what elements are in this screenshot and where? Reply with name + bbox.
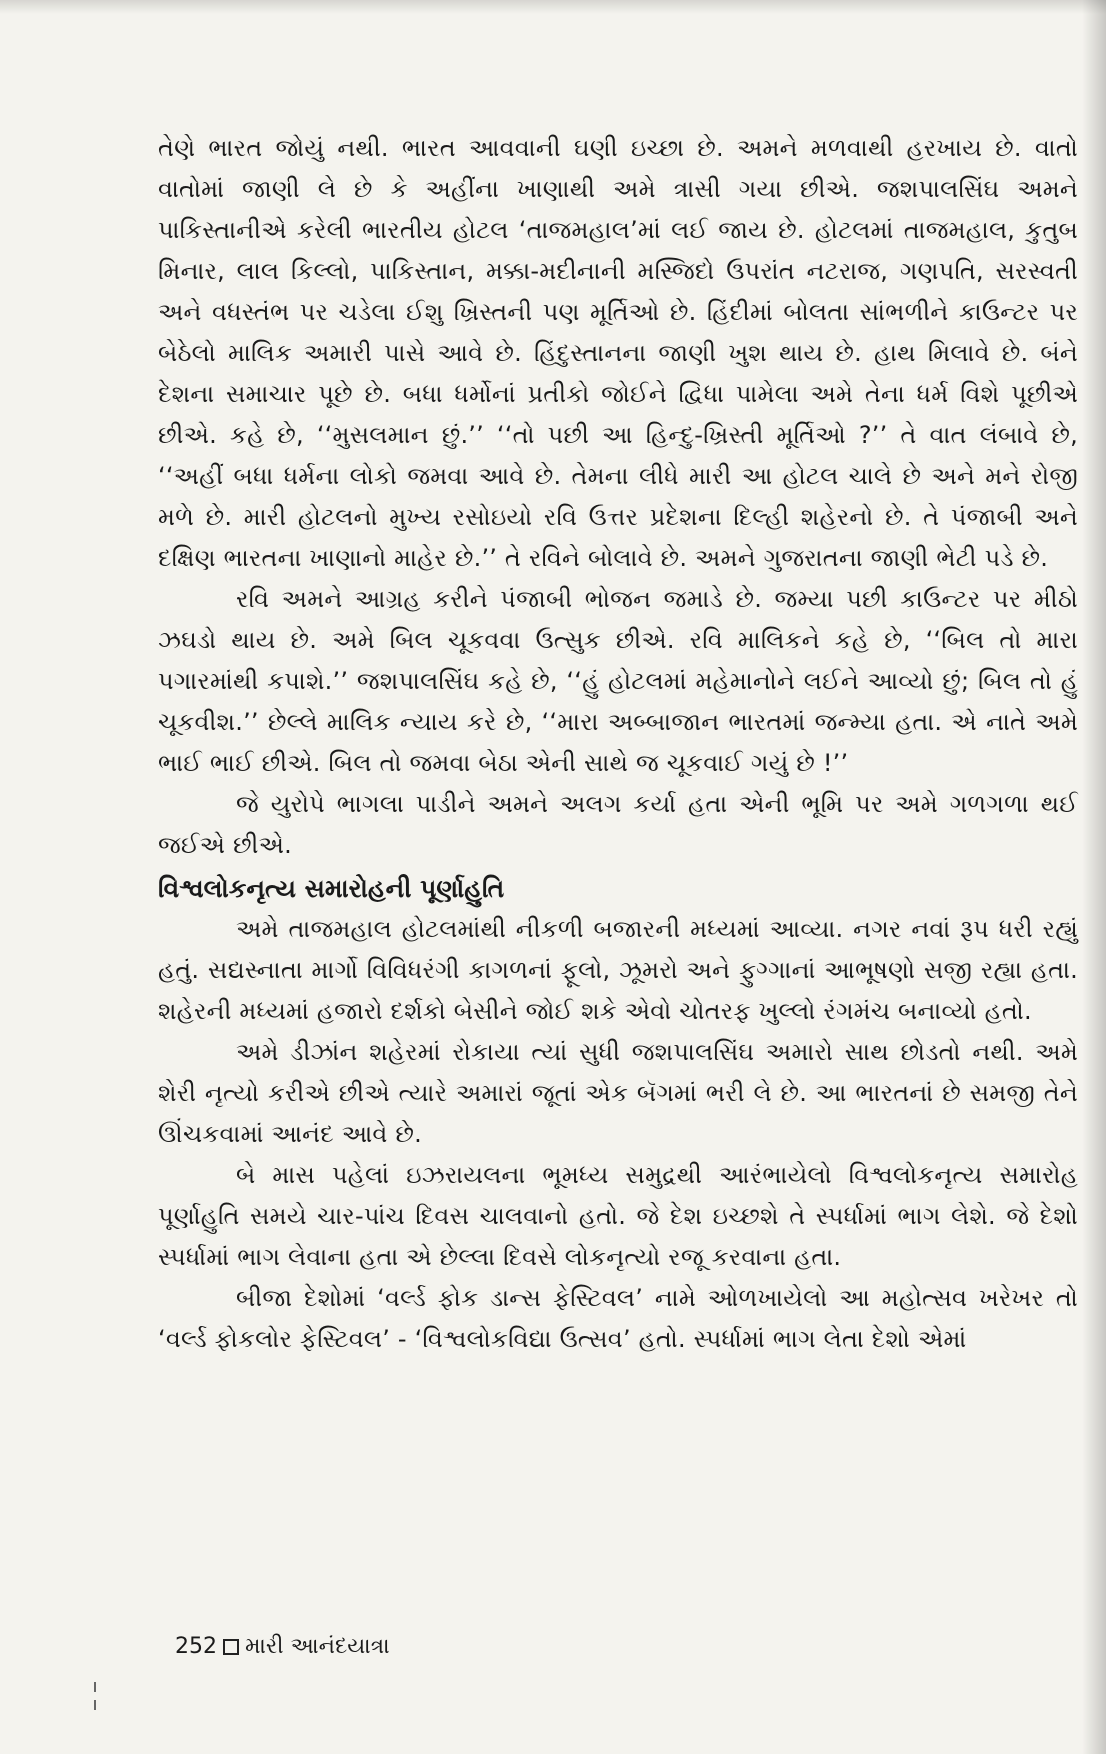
square-separator-icon <box>223 1639 239 1655</box>
page-edge-shadow <box>1082 0 1106 1754</box>
margin-mark <box>94 1700 96 1710</box>
page-footer <box>175 1632 390 1662</box>
section-heading: વિશ્વલોકનૃત્ય સમારોહની પૂર્ણાહુતિ <box>158 874 505 903</box>
paragraph-3: જે યુરોપે ભાગલા પાડીને અમને અલગ કર્યા હતા એની ભૂમિ પર અમે ગળગળા થઈ જઈએ છીએ. <box>158 790 1078 859</box>
paragraph-6: બે માસ પહેલાં ઇઝરાયલના ભૂમધ્ય સમુદ્રથી આરંભાયેલો વિશ્વલોકનૃત્ય સમારોહ પૂર્ણાહુતિ સમયે ચાર-પાંચ દિવસ ચાલવાનો હતો. જે દેશ ઇચ્છશે તે સ્પર્ધામાં ભાગ લેશે. જે દેશો સ્પર્ધામાં ભાગ લેવાના હતા એ છેલ્લા દિવસે લોકનૃત્યો રજૂ કરવાના હતા. <box>158 1161 1078 1271</box>
paragraph-1: તેણે ભારત જોયું નથી. ભારત આવવાની ઘણી ઇચ્છા છે. અમને મળવાથી હરખાય છે. વાતો વાતોમાં જાણી લે છે કે અહીંના ખાણાથી અમે ત્રાસી ગયા છીએ. જશપાલસિંઘ અમને પાકિસ્તાનીએ કરેલી ભારતીય હોટલ ‘તાજમહાલ’માં લઈ જાય છે. હોટલમાં તાજમહાલ, કુતુબ મિનાર, લાલ કિલ્લો, પાકિસ્તાન, મક્કા-મદીનાની મસ્જિદો ઉપરાંત નટરાજ, ગણપતિ, સરસ્વતી અને વધસ્તંભ પર ચડેલા ઈશુ ખ્રિસ્તની પણ મૂર્તિઓ છે. હિંદીમાં બોલતા સાંભળીને કાઉન્ટર પર બેઠેલો માલિક અમારી પાસે આવે છે. હિંદુસ્તાનના જાણી ખુશ થાય છે. હાથ મિલાવે છે. બંને દેશના સમાચાર પૂછે છે. બધા ધર્મોનાં પ્રતીકો જોઈને દ્વિધા પામેલા અમે તેના ધર્મ વિશે પૂછીએ છીએ. કહે છે, ‘‘મુસલમાન છું.’’ ‘‘તો પછી આ હિન્દુ-ખ્રિસ્તી મૂર્તિઓ ?’’ તે વાત લંબાવે છે, ‘‘અહીં બધા ધર્મના લોકો જમવા આવે છે. તેમના લીધે મારી આ હોટલ ચાલે છે અને મને રોજી મળે છે. મારી હોટલનો મુખ્ય રસોઇયો રવિ ઉત્તર પ્રદેશના દિલ્હી શહેરનો છે. તે પંજાબી અને દક્ષિણ ભારતના ખાણાનો માહેર છે.’’ તે રવિને બોલાવે છે. અમને ગુજરાતના જાણી ભેટી પડે છે. <box>158 134 1078 572</box>
page-body <box>158 128 1078 1360</box>
paragraph-2: રવિ અમને આગ્રહ કરીને પંજાબી ભોજન જમાડે છે. જમ્યા પછી કાઉન્ટર પર મીઠો ઝઘડો થાય છે. અમે બિલ ચૂકવવા ઉત્સુક છીએ. રવિ માલિકને કહે છે, ‘‘બિલ તો મારા પગારમાંથી કપાશે.’’ જશપાલસિંઘ કહે છે, ‘‘હું હોટલમાં મહેમાનોને લઈને આવ્યો છું; બિલ તો હું ચૂકવીશ.’’ છેલ્લે માલિક ન્યાય કરે છે, ‘‘મારા અબ્બાજાન ભારતમાં જન્મ્યા હતા. એ નાતે અમે ભાઈ ભાઈ છીએ. બિલ તો જમવા બેઠા એની સાથે જ ચૂકવાઈ ગયું છે !’’ <box>158 585 1078 777</box>
paragraph-5: અમે ડીઝાંન શહેરમાં રોકાયા ત્યાં સુધી જશપાલસિંઘ અમારો સાથ છોડતો નથી. અમે શેરી નૃત્યો કરીએ છીએ ત્યારે અમારાં જૂતાં એક બૅગમાં ભરી લે છે. આ ભારતનાં છે સમજી તેને ઊંચકવામાં આનંદ આવે છે. <box>158 1038 1078 1148</box>
book-title: મારી આનંદયાત્રા <box>245 1634 390 1659</box>
page-number: 252 <box>175 1634 217 1659</box>
margin-mark <box>94 1682 96 1692</box>
paragraph-7: બીજા દેશોમાં ‘વર્લ્ડ ફોક ડાન્સ ફેસ્ટિવલ’ નામે ઓળખાયેલો આ મહોત્સવ ખરેખર તો ‘વર્લ્ડ ફોકલોર ફેસ્ટિવલ’ - ‘વિશ્વલોકવિદ્યા ઉત્સવ’ હતો. સ્પર્ધામાં ભાગ લેતા દેશો એમાં <box>158 1284 1078 1353</box>
page-top-shadow <box>0 0 1106 14</box>
paragraph-4: અમે તાજમહાલ હોટલમાંથી નીકળી બજારની મધ્યમાં આવ્યા. નગર નવાં રૂપ ધરી રહ્યું હતું. સદ્યસ્નાતા માર્ગો વિવિધરંગી કાગળનાં ફૂલો, ઝૂમરો અને ફુગ્ગાનાં આભૂષણો સજી રહ્યા હતા. શહેરની મધ્યમાં હજારો દર્શકો બેસીને જોઈ શકે એવો ચોતરફ ખુલ્લો રંગમંચ બનાવ્યો હતો. <box>158 915 1078 1025</box>
